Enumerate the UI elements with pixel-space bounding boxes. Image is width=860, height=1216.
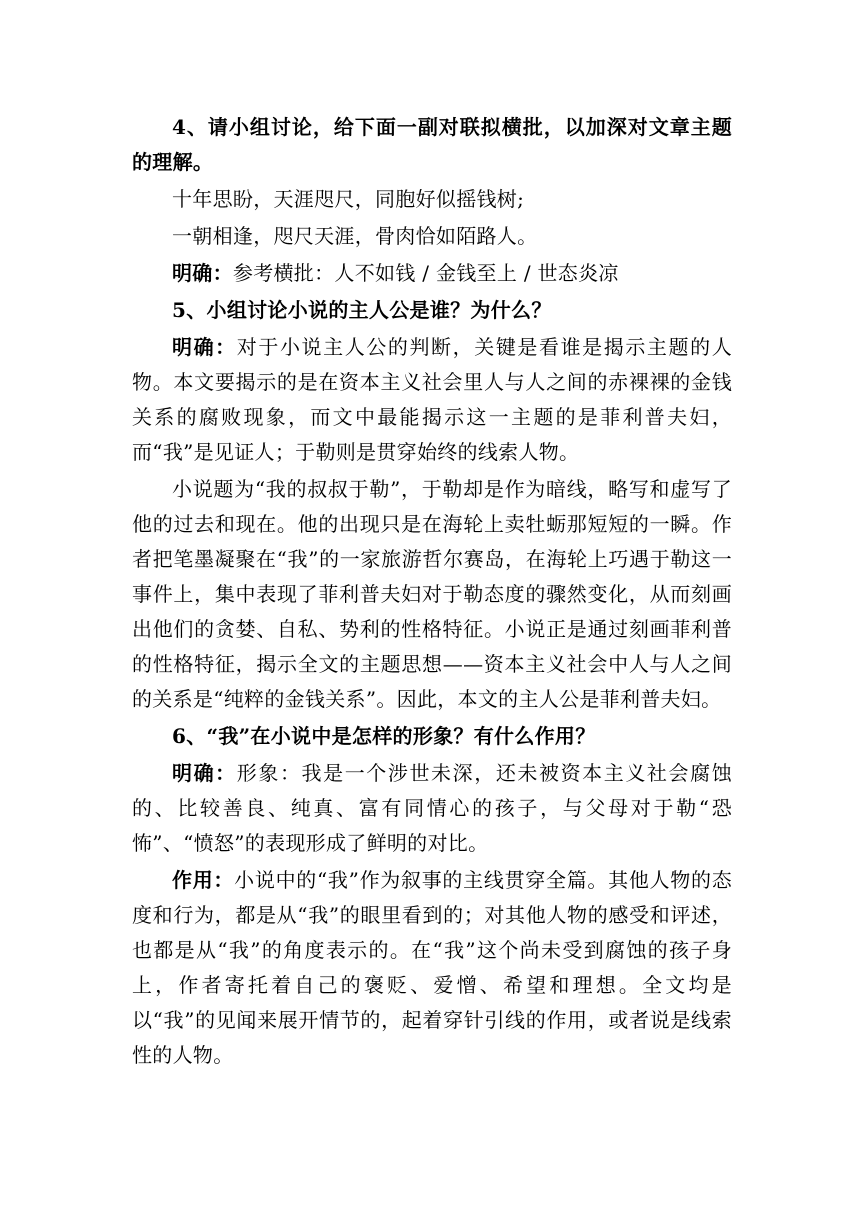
answer-text: 参考横批：人不如钱 / 金钱至上 / 世态炎凉 xyxy=(232,261,619,285)
effect-label: 作用： xyxy=(172,868,235,892)
couplet-line-2: 一朝相逢，咫尺天涯，骨肉恰如陌路人。 xyxy=(172,224,538,248)
answer-label: 明确： xyxy=(172,335,237,359)
question-6-heading: 6、“我”在小说中是怎样的形象？有什么作用？ xyxy=(172,724,596,748)
question-4-answer xyxy=(132,256,732,291)
answer-label: 明确： xyxy=(172,261,233,285)
question-4-heading: 4、请小组讨论，给下面一副对联拟横批，以加深对文章主题的理解。 xyxy=(132,115,732,174)
question-6-effect xyxy=(132,863,732,1073)
couplet-line-1: 十年思盼，天涯咫尺，同胞好似摇钱树; xyxy=(172,187,525,211)
question-6-answer xyxy=(132,756,732,861)
answer-label: 明确： xyxy=(172,761,237,785)
question-5-answer xyxy=(132,330,732,470)
answer-text: 形象：我是一个涉世未深，还未被资本主义社会腐蚀的、比较善良、纯真、富有同情心的孩子，与父母对于勒“恐怖”、“愤怒”的表现形成了鲜明的对比。 xyxy=(132,761,732,855)
question-5-heading: 5、小组讨论小说的主人公是谁？为什么？ xyxy=(172,298,552,322)
question-5-paragraph-2: 小说题为“我的叔叔于勒”，于勒却是作为暗线，略写和虚写了他的过去和现在。他的出现只是在海轮上卖牡蛎那短短的一瞬。作者把笔墨凝聚在“我”的一家旅游哲尔赛岛，在海轮上巧遇于勒这一事件上，集中表现了菲利普夫妇对于勒态度的骤然变化，从而刻画出他们的贪婪、自私、势利的性格特征。小说正是通过刻画菲利普的性格特征，揭示全文的主题思想——资本主义社会中人与人之间的关系是“纯粹的金钱关系”。因此，本文的主人公是菲利普夫妇。 xyxy=(132,477,732,711)
effect-text: 小说中的“我”作为叙事的主线贯穿全篇。其他人物的态度和行为，都是从“我”的眼里看到的；对其他人物的感受和评述，也都是从“我”的角度表示的。在“我”这个尚未受到腐蚀的孩子身上，作者寄托着自己的褒贬、爱憎、希望和理想。全文均是以“我”的见闻来展开情节的，起着穿针引线的作用，或者说是线索性的人物。 xyxy=(132,868,732,1067)
document-page xyxy=(132,110,732,1075)
answer-text: 对于小说主人公的判断，关键是看谁是揭示主题的人物。本文要揭示的是在资本主义社会里人与人之间的赤裸裸的金钱关系的腐败现象，而文中最能揭示这一主题的是菲利普夫妇，而“我”是见证人；于勒则是贯穿始终的线索人物。 xyxy=(132,335,732,464)
